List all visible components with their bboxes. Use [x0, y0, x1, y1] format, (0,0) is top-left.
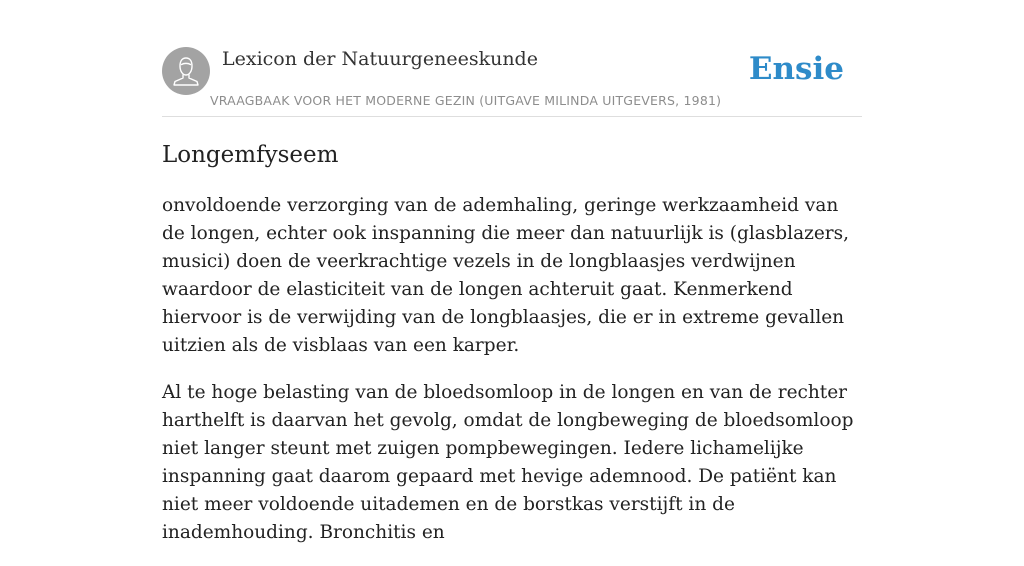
article-title: Longemfyseem — [162, 142, 339, 168]
source-header — [162, 46, 862, 117]
source-title-link[interactable]: Lexicon der Natuurgeneeskunde — [222, 48, 538, 70]
article-paragraph: onvoldoende verzorging van de ademhaling, geringe werkzaamheid van de longen, echter ook inspanning die meer dan natuurlijk is (glasblazers, musici) doen de veerkrachtige vezels in de longblaasjes verdwijnen waardoor de elasticiteit van de longen achteruit gaat. Kenmerkend hiervoor is de verwijding van de longblaasjes, die er in extreme gevallen uitzien als de visblaas van een karper. — [162, 195, 850, 356]
article-body — [162, 192, 862, 566]
source-subtitle: VRAAGBAAK VOOR HET MODERNE GEZIN (UITGAVE MILINDA UITGEVERS, 1981) — [210, 93, 722, 108]
user-silhouette-icon — [162, 47, 210, 95]
avatar[interactable] — [162, 47, 210, 95]
brand-logo-link[interactable]: Ensie — [748, 51, 844, 87]
article-paragraph: Al te hoge belasting van de bloedsomloop in de longen en van de rechter harthelft is daarvan het gevolg, omdat de longbeweging de bloedsomloop niet langer steunt met zuigen pompbewegingen. Iedere lichamelijke inspanning gaat daarom gepaard met hevige ademnood. De patiënt kan niet meer voldoende uitademen en de borstkas verstijft in de inademhouding. Bronchitis en — [162, 382, 854, 543]
